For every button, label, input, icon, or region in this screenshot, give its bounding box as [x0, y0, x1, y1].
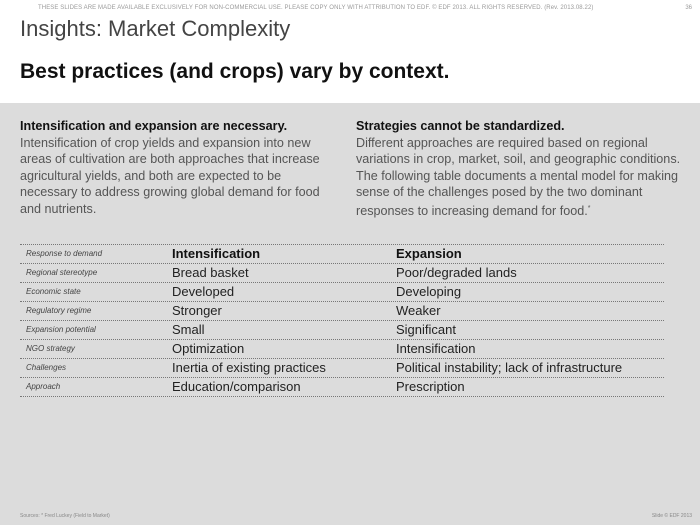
row-expansion-value: Intensification — [396, 341, 476, 356]
row-expansion-value: Developing — [396, 284, 462, 299]
right-column-heading: Strategies cannot be standardized. — [356, 119, 565, 133]
section-title: Insights: Market Complexity — [20, 16, 291, 41]
row-label: Expansion potential — [26, 325, 96, 334]
table-row — [20, 302, 664, 321]
table-header-intensification: Intensification — [172, 246, 261, 261]
table-header-row — [20, 244, 664, 264]
left-column-heading: Intensification and expansion are necessary. — [20, 119, 288, 133]
comparison-table — [20, 244, 664, 397]
right-column-body — [356, 135, 682, 220]
slide-headline: Best practices (and crops) vary by context. — [20, 60, 450, 83]
row-expansion-value: Weaker — [396, 303, 441, 318]
footer-sources: Sources: * Fred Luckey (Field to Market) — [20, 513, 110, 519]
right-column — [356, 118, 682, 219]
table-header-label: Response to demand — [26, 249, 103, 258]
copyright-notice: THESE SLIDES ARE MADE AVAILABLE EXCLUSIVELY FOR NON-COMMERCIAL USE. PLEASE COPY ONLY WITH ATTRIBUTION TO EDF. © EDF 2013. ALL RIGHTS RESERVED. (Rev. 2013.08.22) — [38, 5, 594, 11]
row-intensification-value: Inertia of existing practices — [172, 360, 326, 375]
row-expansion-value: Poor/degraded lands — [396, 265, 517, 280]
table-row — [20, 340, 664, 359]
right-column-body-text: Different approaches are required based on regional variations in crop, market, soil, and geographic conditions. The following table documents a mental model for making sense of the challenges posed by the two dominant responses to increasing demand for food. — [356, 135, 681, 218]
left-column — [20, 118, 340, 217]
row-expansion-value: Significant — [396, 322, 456, 337]
page-number: 36 — [685, 5, 692, 11]
table-row — [20, 283, 664, 302]
row-intensification-value: Stronger — [172, 303, 222, 318]
row-label: Challenges — [26, 363, 67, 372]
row-label: Economic state — [26, 287, 81, 296]
row-expansion-value: Prescription — [396, 379, 465, 394]
footer-slide-credit: Slide © EDF 2013 — [651, 513, 692, 519]
row-intensification-value: Optimization — [172, 341, 245, 356]
table-header-expansion: Expansion — [396, 246, 462, 261]
row-intensification-value: Developed — [172, 284, 235, 299]
row-intensification-value: Education/comparison — [172, 379, 301, 394]
row-expansion-value: Political instability; lack of infrastructure — [396, 360, 623, 375]
row-label: Approach — [26, 382, 61, 391]
table-row — [20, 359, 664, 378]
table-row — [20, 321, 664, 340]
row-label: Regulatory regime — [26, 306, 92, 315]
footnote-mark: * — [587, 204, 591, 212]
row-intensification-value: Bread basket — [172, 265, 249, 280]
row-label: Regional stereotype — [26, 268, 98, 277]
table-row — [20, 264, 664, 283]
row-intensification-value: Small — [172, 322, 205, 337]
table-row — [20, 378, 664, 397]
left-column-body: Intensification of crop yields and expansion into new areas of cultivation are both approaches that increase agricultural yields, and both are expected to be necessary to address growing global demand for food and nutrients. — [20, 135, 320, 216]
row-label: NGO strategy — [26, 344, 75, 353]
